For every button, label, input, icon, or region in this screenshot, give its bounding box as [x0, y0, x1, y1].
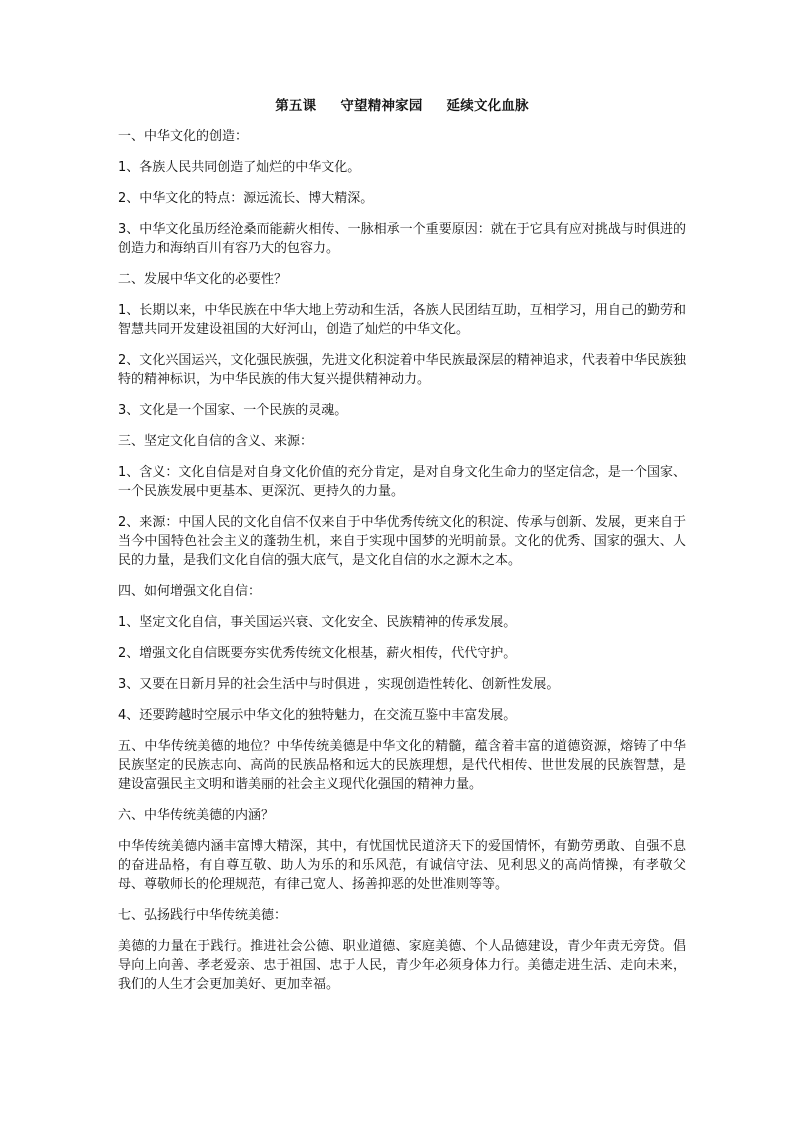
- section-heading: 四、如何增强文化自信：: [118, 584, 262, 599]
- section-item: 1、长期以来，中华民族在中华大地上劳动和生活，各族人民团结互助，互相学习，用自己的勤劳和智慧共同开发建设祖国的大好河山，创造了灿烂的中华文化。: [118, 303, 686, 337]
- section-heading: 六、中华传统美德的内涵？: [118, 808, 275, 823]
- title-part-2: 延续文化血脉: [446, 98, 529, 114]
- section-item: 2、文化兴国运兴，文化强民族强，先进文化积淀着中华民族最深层的精神追求，代表着中华民族独特的精神标识，为中华民族的伟大复兴提供精神动力。: [118, 353, 686, 387]
- section-item: 美德的力量在于践行。推进社会公德、职业道德、家庭美德、个人品德建设，青少年责无旁贷。倡导向上向善、孝老爱亲、忠于祖国、忠于人民，青少年必须身体力行。美德走进生活、走向未来，我们的人生才会更加美好、更加幸福。: [118, 939, 686, 992]
- section-item: 1、坚定文化自信，事关国运兴衰、文化安全、民族精神的传承发展。: [118, 615, 517, 630]
- section-item: 2、中华文化的特点：源远流长、博大精深。: [118, 191, 374, 206]
- section-item: 2、增强文化自信既要夯实优秀传统文化根基，薪火相传，代代守护。: [118, 646, 517, 661]
- title-part-1: 守望精神家园: [340, 98, 423, 114]
- document-page: [118, 96, 686, 1006]
- section-heading: 三、坚定文化自信的含义、来源：: [118, 434, 314, 449]
- section-item: 1、各族人民共同创造了灿烂的中华文化。: [118, 160, 361, 175]
- page-title: [118, 96, 686, 116]
- section-item: 3、又要在日新月异的社会生活中与时俱进 ，实现创造性转化、创新性发展。: [118, 677, 560, 692]
- section-item: 五、中华传统美德的地位？中华传统美德是中华文化的精髓，蕴含着丰富的道德资源，熔铸了中华民族坚定的民族志向、高尚的民族品格和远大的民族理想，是代代相传、世世发展的民族智慧，是建设富强民主文明和谐美丽的社会主义现代化强国的精神力量。: [118, 739, 686, 792]
- section-item: 1、含义：文化自信是对自身文化价值的充分肯定，是对自身文化生命力的坚定信念，是一个国家、一个民族发展中更基本、更深沉、更持久的力量。: [118, 465, 686, 499]
- section-item: 2、来源：中国人民的文化自信不仅来自于中华优秀传统文化的积淀、传承与创新、发展，更来自于当今中国特色社会主义的蓬勃生机，来自于实现中国梦的光明前景。文化的优秀、国家的强大、人民的力量，是我们文化自信的强大底气，是文化自信的水之源木之本。: [118, 515, 686, 568]
- section-item: 4、还要跨越时空展示中华文化的独特魅力，在交流互鉴中丰富发展。: [118, 708, 517, 723]
- section-heading: 一、中华文化的创造：: [118, 129, 249, 144]
- section-heading: 七、弘扬践行中华传统美德：: [118, 908, 288, 923]
- title-lesson: 第五课: [275, 98, 317, 114]
- section-item: 中华传统美德内涵丰富博大精深，其中，有忧国忧民道济天下的爱国情怀，有勤劳勇敢、自强不息的奋进品格，有自尊互敬、助人为乐的和乐风范，有诚信守法、见利思义的高尚情操，有孝敬父母、尊敬师长的伦理规范，有律己宽人、扬善抑恶的处世准则等等。: [118, 839, 686, 892]
- section-item: 3、文化是一个国家、一个民族的灵魂。: [118, 403, 348, 418]
- section-heading: 二、发展中华文化的必要性？: [118, 272, 288, 287]
- section-item: 3、中华文化虽历经沧桑而能薪火相传、一脉相承一个重要原因：就在于它具有应对挑战与时俱进的创造力和海纳百川有容乃大的包容力。: [118, 222, 686, 256]
